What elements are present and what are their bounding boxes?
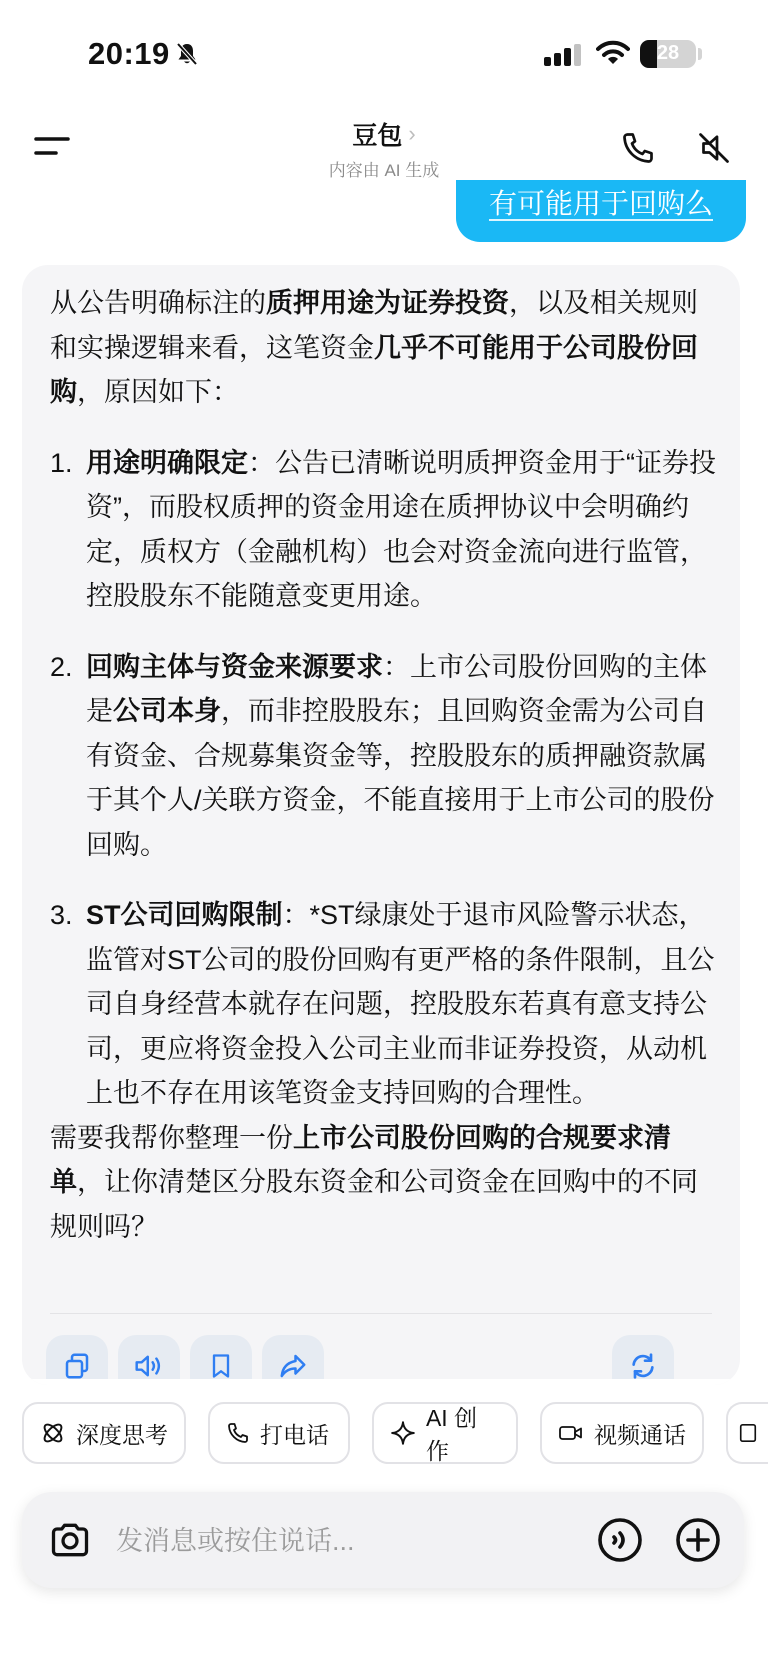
assistant-answer-card xyxy=(22,265,740,1385)
answer-emphasis: 用途明确限定 xyxy=(86,447,248,478)
bell-muted-icon xyxy=(176,42,198,66)
list-item-number: 3. xyxy=(50,900,73,930)
card-bottom-edge xyxy=(22,1379,740,1385)
list-item-number: 1. xyxy=(50,447,73,478)
battery-indicator xyxy=(640,40,696,68)
answer-list-item xyxy=(50,645,720,868)
answer-emphasis: ST公司回购限制 xyxy=(86,900,283,930)
chip-video-call[interactable] xyxy=(540,1402,704,1464)
phone-icon xyxy=(226,1421,250,1445)
list-item-text xyxy=(86,441,720,619)
list-item-number: 2. xyxy=(50,651,73,682)
answer-text: ，原因如下： xyxy=(77,377,239,407)
answer-text: 需要我帮你整理一份 xyxy=(50,1122,293,1153)
answer-text: ，以及相关规则和实操逻辑来看，这笔资金 xyxy=(50,288,698,363)
plus-icon[interactable] xyxy=(674,1516,722,1564)
answer-text: ，让你清楚区分股东资金和公司资金在回购中的不同规则吗？ xyxy=(50,1167,698,1242)
chip-phone-call[interactable] xyxy=(208,1402,350,1464)
answer-emphasis: 上市公司股份回购的合规要求清单 xyxy=(50,1122,671,1197)
refresh-icon xyxy=(627,1350,659,1382)
list-item-text xyxy=(86,893,720,1116)
chip-ai-create[interactable] xyxy=(372,1402,518,1464)
list-item-text xyxy=(86,645,720,868)
share-button[interactable] xyxy=(262,1335,324,1385)
speaker-muted-icon[interactable] xyxy=(696,130,732,166)
voice-input-icon[interactable] xyxy=(596,1516,644,1564)
message-input-bar xyxy=(22,1492,744,1588)
phone-call-icon[interactable] xyxy=(620,130,656,166)
user-message-bubble[interactable] xyxy=(456,180,746,242)
answer-text: ：上市公司股份回购的主体是 xyxy=(86,651,707,726)
page-title: 豆包 xyxy=(352,122,403,150)
atom-icon xyxy=(40,1420,66,1446)
document-icon xyxy=(738,1421,758,1445)
answer-list-item xyxy=(50,893,720,1116)
answer-emphasis: 公司本身 xyxy=(113,696,221,726)
answer-text: ，而非控股股东；且回购资金需为公司自有资金、合规募集资金等，控股股东的质押融资款属于其个人/关联方资金，不能直接用于上市公司的股份回购。 xyxy=(86,696,715,860)
answer-body xyxy=(50,281,720,1249)
chip-deep-think[interactable] xyxy=(22,1402,186,1464)
ai-disclaimer: 内容由 AI 生成 xyxy=(328,161,440,180)
share-icon xyxy=(278,1351,308,1381)
speaker-icon xyxy=(133,1351,165,1381)
chevron-right-icon: › xyxy=(408,121,416,146)
cellular-signal-icon xyxy=(544,44,584,66)
answer-emphasis: 回购主体与资金来源要求 xyxy=(86,651,383,682)
answer-intro xyxy=(50,281,720,415)
status-time: 20:19 xyxy=(88,36,170,71)
battery-level: 28 xyxy=(656,42,680,64)
chip-more[interactable] xyxy=(726,1402,768,1464)
message-input[interactable] xyxy=(114,1514,578,1568)
answer-outro xyxy=(50,1116,720,1250)
read-aloud-button[interactable] xyxy=(118,1335,180,1385)
chip-label: 视频通话 xyxy=(594,1421,686,1448)
answer-text: 从公告明确标注的 xyxy=(50,288,266,318)
divider xyxy=(50,1313,712,1314)
copy-button[interactable] xyxy=(46,1335,108,1385)
answer-emphasis: 质押用途为证券投资 xyxy=(266,288,509,318)
chip-label: 深度思考 xyxy=(76,1421,168,1448)
answer-list xyxy=(50,441,720,1116)
answer-emphasis: 几乎不可能用于公司股份回购 xyxy=(50,332,698,407)
chip-label: 打电话 xyxy=(260,1421,329,1448)
bookmark-icon xyxy=(207,1351,235,1381)
answer-text: ：*ST绿康处于退市风险警示状态，监管对ST公司的股份回购有更严格的条件限制，且公司自身经营本就存在问题，控股股东若真有意支持公司，更应将资金投入公司主业而非证券投资，从动机上也不存在用该笔资金支持回购的合理性。 xyxy=(86,900,715,1108)
user-message-text: 有可能用于回购么 xyxy=(488,188,713,219)
battery-tip xyxy=(698,48,702,60)
video-icon xyxy=(558,1421,584,1445)
bookmark-button[interactable] xyxy=(190,1335,252,1385)
regenerate-button[interactable] xyxy=(612,1335,674,1385)
camera-icon[interactable] xyxy=(48,1518,92,1562)
sparkle-icon xyxy=(390,1420,416,1446)
wifi-icon xyxy=(596,40,630,66)
answer-list-item xyxy=(50,441,720,619)
copy-icon xyxy=(62,1351,92,1381)
status-bar xyxy=(0,0,768,110)
answer-text: ：公告已清晰说明质押资金用于“证券投资”，而股权质押的资金用途在质押协议中会明确约定，质权方（金融机构）也会对资金流向进行监管，控股股东不能随意变更用途。 xyxy=(86,447,716,611)
chip-label: AI 创作 xyxy=(425,1405,478,1464)
